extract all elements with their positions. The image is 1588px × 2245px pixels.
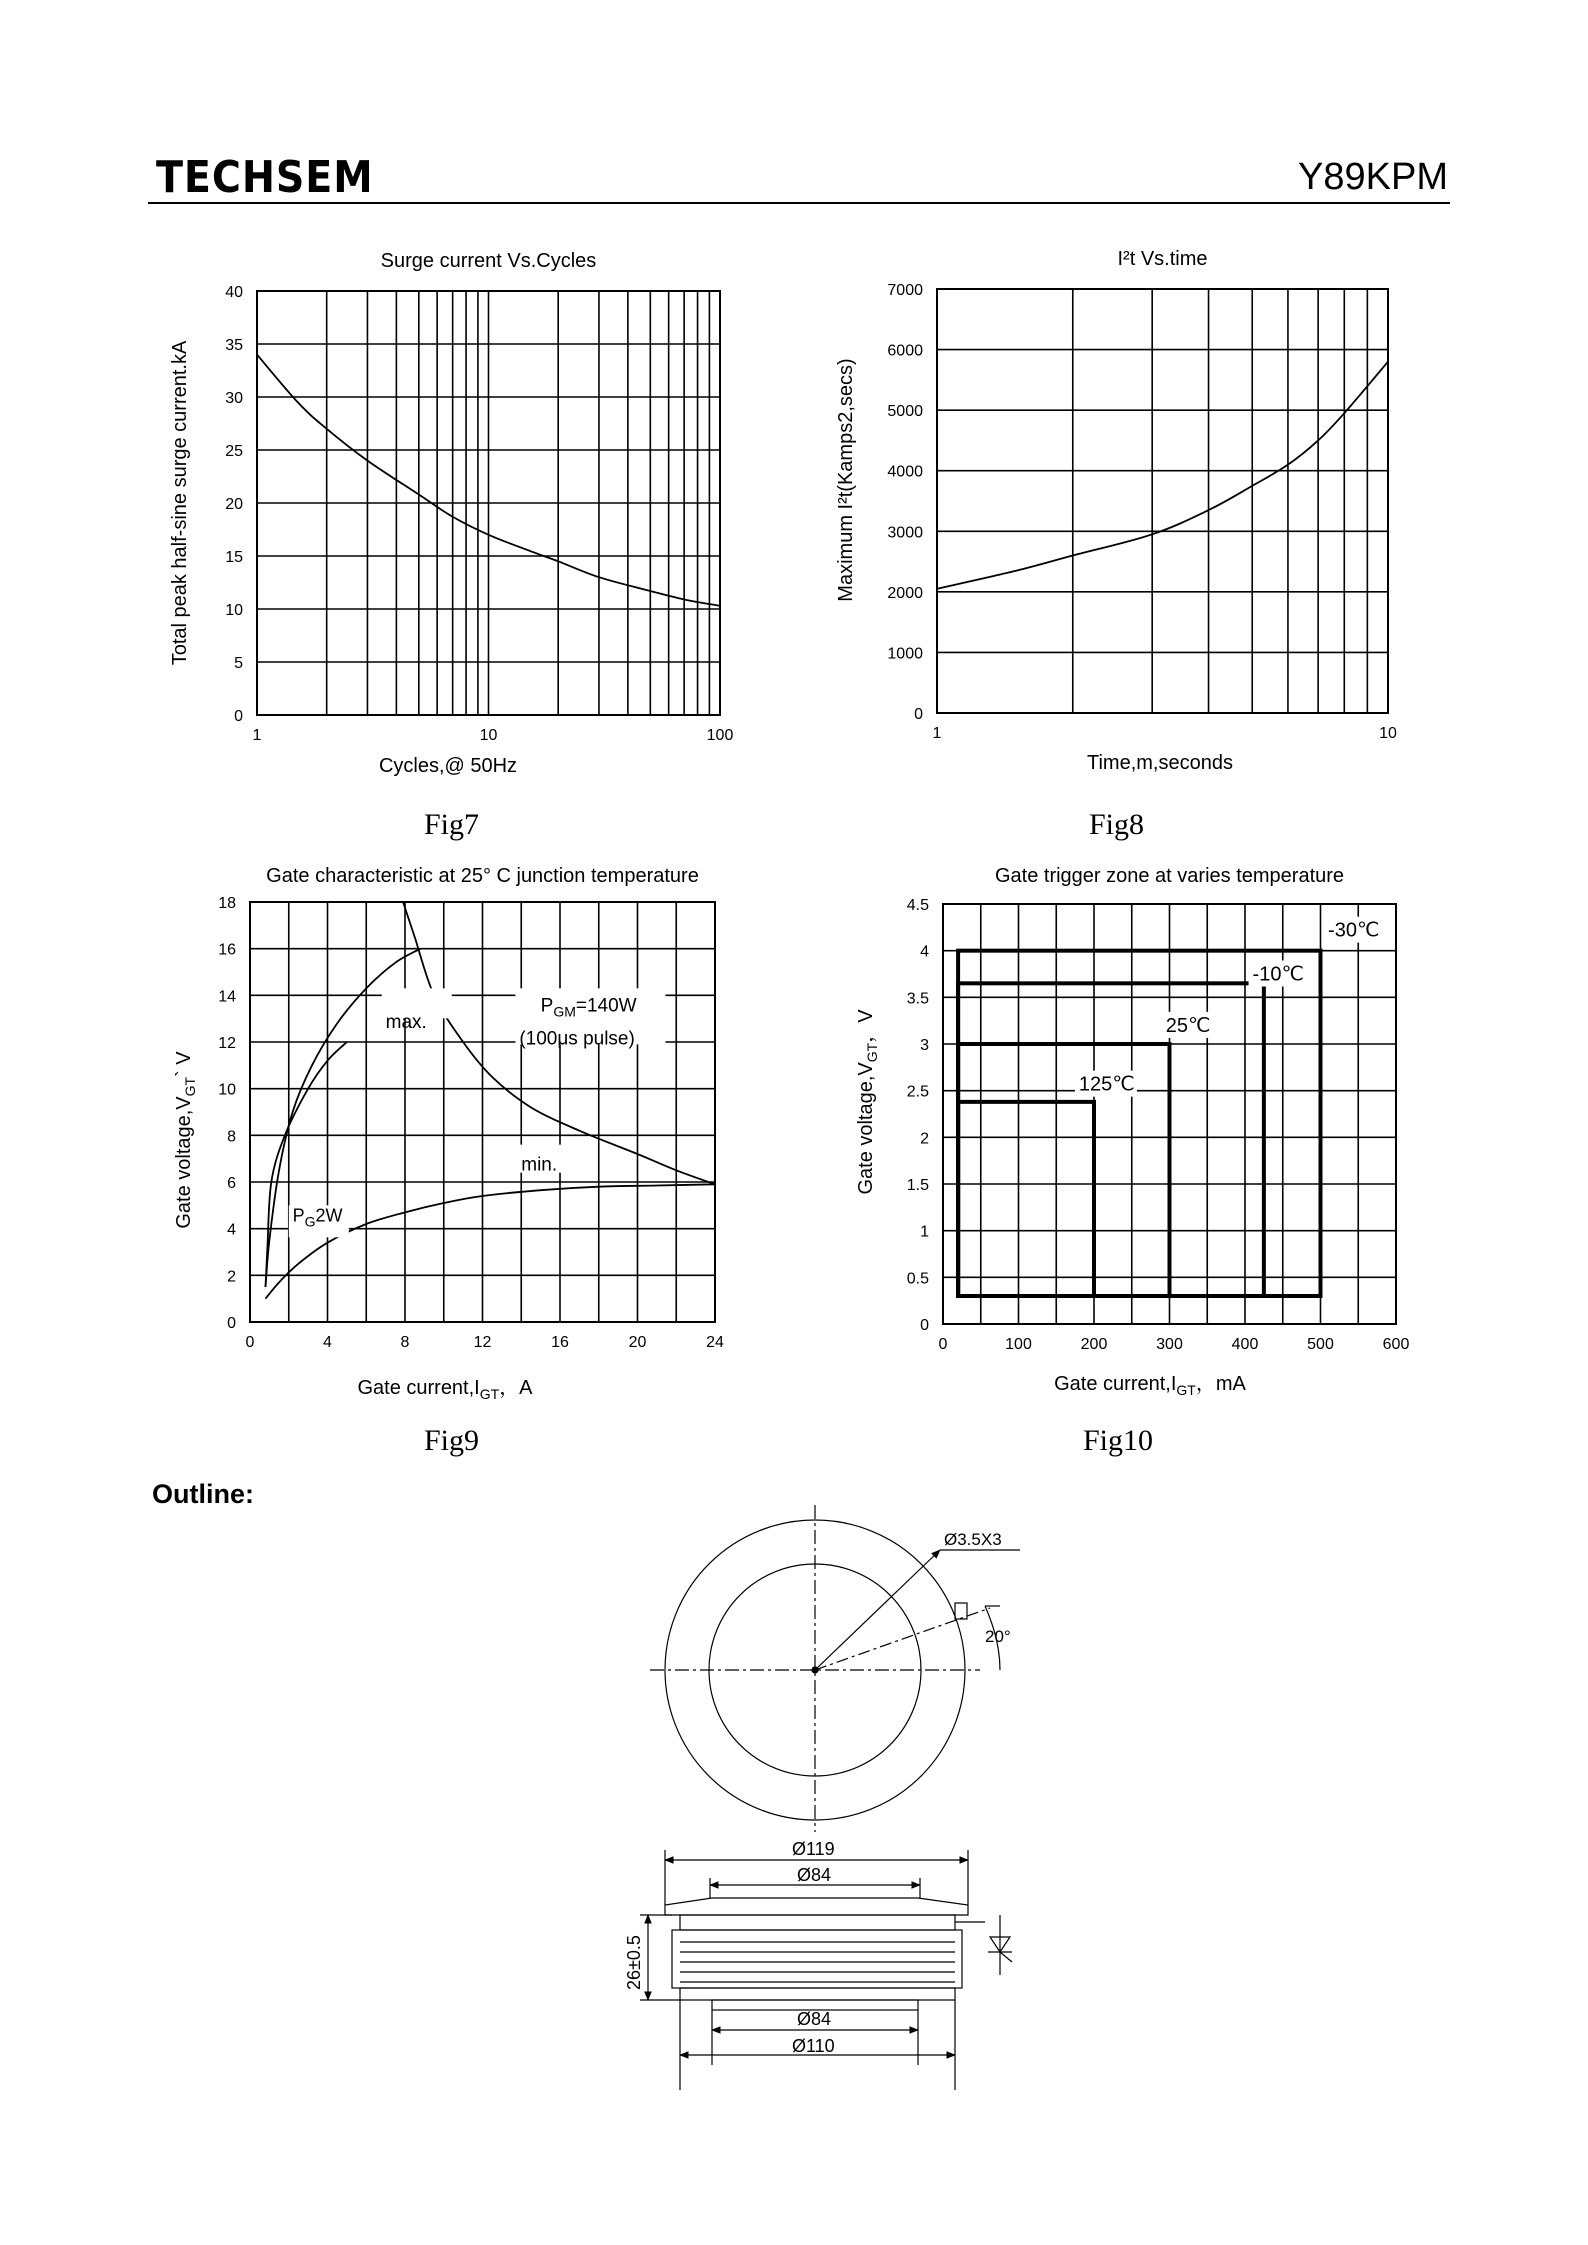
leader-line — [815, 1550, 940, 1670]
chart2-ytick-label: 12 — [218, 1035, 236, 1052]
dim-d84-top-label: Ø84 — [797, 1865, 832, 1885]
angle-label: 20° — [985, 1627, 1011, 1646]
chart3-ylabel: Gate $voltage,V_{GT}$，V — [855, 1009, 880, 1195]
chart3-ytick-label: 4 — [920, 943, 929, 961]
chart2-pulse-label: (100μs pulse) — [519, 1028, 635, 1050]
chart2-ytick-label: 0 — [227, 1315, 236, 1332]
chart2-xtick-label: 16 — [551, 1334, 569, 1351]
chart2-xtick-label: 24 — [706, 1334, 724, 1351]
chart2-ytick-label: 18 — [218, 895, 236, 912]
chart3-ytick-label: 3 — [920, 1037, 929, 1054]
chart0-ytick-label: 0 — [234, 708, 243, 725]
brand-logo: TECHSEM — [156, 152, 374, 203]
chart3-xtick-label: 200 — [1080, 1336, 1108, 1353]
chart3-title: Gate trigger zone at varies temperature — [994, 865, 1345, 887]
outline-heading: Outline: — [152, 1479, 254, 1509]
chart2-pg-label: $P_G2W$ — [292, 1205, 343, 1230]
chart1-ytick-label: 2000 — [887, 584, 923, 602]
chart1-ytick-label: 7000 — [887, 282, 923, 299]
chart0-ytick-label: 35 — [225, 337, 243, 354]
gate-terminal — [955, 1603, 967, 1619]
chart2-xtick-label: 20 — [628, 1334, 647, 1351]
chart3-zone-label: 125℃ — [1078, 1073, 1135, 1096]
chart3-ytick-label: 3.5 — [906, 990, 929, 1008]
chart2-title: Gate characteristic at 25° C junction temperature — [266, 865, 699, 887]
chart0-ylabel: Total peak half-sine surge current.kA — [169, 340, 191, 666]
chart2-ytick-label: 2 — [227, 1268, 236, 1286]
fig8-caption: Fig8 — [1089, 808, 1145, 841]
chart1-xtick-label: 10 — [1379, 725, 1397, 742]
chart3-zone-label: 25℃ — [1165, 1014, 1211, 1037]
fig9-caption: Fig9 — [424, 1424, 480, 1457]
dim-d110-label: Ø110 — [792, 2036, 835, 2056]
chart1-xtick-label: 1 — [932, 725, 942, 742]
chart1-xlabel: Time,m,seconds — [1087, 752, 1233, 774]
chart1-ytick-label: 5000 — [887, 403, 923, 421]
chart3-xtick-label: 300 — [1156, 1336, 1183, 1353]
chart1-title: I²t Vs.time — [1117, 248, 1208, 270]
chart0-ytick-label: 25 — [225, 443, 243, 460]
chart3-xtick-label: 600 — [1382, 1336, 1410, 1353]
fig7-caption: Fig7 — [424, 808, 480, 841]
chart1-ytick-label: 3000 — [887, 524, 923, 542]
chart2-xlabel: Gate $current,I_{GT}$，A — [357, 1377, 533, 1402]
chart0-ytick-label: 30 — [225, 390, 243, 407]
chart2-ytick-label: 4 — [227, 1221, 236, 1239]
model-number: Y89KPM — [1298, 156, 1448, 198]
chart0-ytick-label: 40 — [225, 284, 243, 301]
chart0-ytick-label: 20 — [225, 496, 243, 513]
chart2-xtick-label: 8 — [400, 1334, 410, 1351]
chart2-ytick-label: 14 — [218, 988, 236, 1006]
chart0-ytick-label: 10 — [225, 602, 243, 619]
chart2-ytick-label: 6 — [227, 1175, 236, 1192]
chart1-ytick-label: 1000 — [887, 645, 923, 663]
ceramic-body — [672, 1930, 962, 1988]
chart2-ylabel: Gate $voltage,V_{GT}`$ V — [173, 1051, 198, 1229]
chart0-xtick-label: 1 — [252, 727, 262, 744]
chart0-xtick-label: 100 — [706, 727, 734, 744]
chart2-max-label: max. — [385, 1012, 427, 1033]
chart0-xtick-label: 10 — [479, 727, 498, 744]
chart3-ytick-label: 1 — [920, 1223, 929, 1241]
chart3-zone-label: -10℃ — [1252, 963, 1304, 986]
chart3-xtick-label: 0 — [938, 1336, 948, 1353]
lower-ring — [680, 1988, 955, 2000]
upper-ring — [680, 1915, 955, 1930]
chart2-xtick-label: 0 — [245, 1334, 255, 1351]
chart3-ytick-label: 1.5 — [906, 1177, 929, 1194]
dim-height-label: 26±0.5 — [624, 1935, 644, 1990]
chart2-xtick-label: 4 — [323, 1334, 332, 1351]
chart1-ytick-label: 6000 — [887, 342, 923, 360]
chart1-ytick-label: 4000 — [887, 463, 923, 481]
top-flange — [665, 1898, 968, 1915]
hole-label: Ø3.5X3 — [944, 1530, 1002, 1549]
chart2-ytick-label: 8 — [227, 1128, 236, 1146]
chart3-ytick-label: 2.5 — [906, 1083, 929, 1101]
chart3-ytick-label: 0.5 — [906, 1270, 929, 1288]
chart2-ytick-label: 10 — [218, 1081, 236, 1099]
chart3-ytick-label: 2 — [920, 1130, 929, 1148]
chart2-xtick-label: 12 — [473, 1334, 492, 1351]
chart0-ytick-label: 15 — [225, 549, 243, 566]
chart2-min-label: min. — [521, 1154, 558, 1176]
chart0-xlabel: Cycles,@ 50Hz — [378, 755, 518, 777]
chart0-title: Surge current Vs.Cycles — [380, 250, 597, 272]
chart3-ytick-label: 0 — [920, 1317, 929, 1334]
angle-line — [815, 1608, 990, 1670]
chart3-xtick-label: 100 — [1005, 1336, 1032, 1353]
chart3-xlabel: Gate $current,I_{GT}$，mA — [1054, 1373, 1246, 1398]
chart3-ytick-label: 4.5 — [906, 897, 929, 914]
chart1-ylabel: Maximum I²t(Kamps2,secs) — [835, 358, 857, 602]
fig10-caption: Fig10 — [1083, 1424, 1154, 1457]
chart3-xtick-label: 500 — [1307, 1336, 1334, 1353]
chart2-pgm-label: $P_{GM}=140W$ — [540, 995, 637, 1020]
dim-d84-bottom-label: Ø84 — [797, 2009, 832, 2029]
dim-d119-label: Ø119 — [792, 1839, 835, 1859]
chart1-ytick-label: 0 — [914, 706, 923, 723]
chart3-zone-label: -30℃ — [1328, 919, 1380, 942]
chart0-ytick-label: 5 — [234, 655, 243, 672]
chart3-xtick-label: 400 — [1231, 1336, 1259, 1353]
chart2-ytick-label: 16 — [218, 941, 236, 959]
